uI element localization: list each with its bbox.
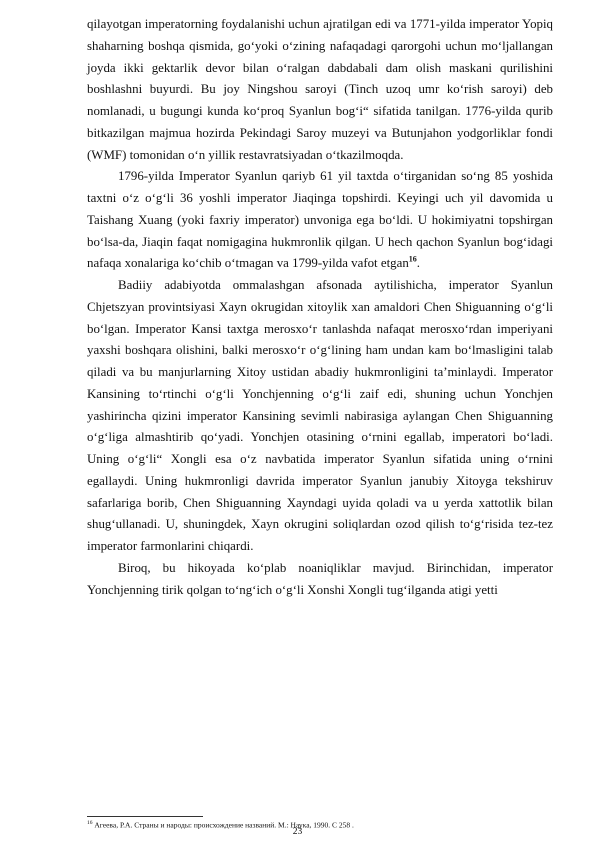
footnote-number: 16 [87,820,93,826]
footnote-reference[interactable]: 16 [408,254,417,264]
paragraph-2 [87,166,553,275]
paragraph-4: Biroq, bu hikoyada ko‘plab noaniqliklar mavjud. Birinchidan, imperator Yonchjenning tirik qolgan to‘ng‘ich o‘g‘li Xonshi Xongli tug‘ilganda atigi yetti [87,560,553,597]
paragraph-1: qilayotgan imperatorning foydalanishi uchun ajratilgan edi va 1771-yilda imperator Yopiq shaharning boshqa qismida, go‘yoki o‘zining nafaqadagi qarorgohi uchun mo‘ljallangan joyda ikki gektarlik devor bilan o‘ralgan dabdabali dam olish maskani qurilishini boshlashni buyurdi. Bu joy Ningshou saroyi (Tinch uzoq umr ko‘rish saroyi) deb nomlanadi, u bugungi kunda ko‘proq Syanlun bog‘i“ sifatida tanilgan. 1776-yilda qurib bitkazilgan majmua hozirda Pekindagi Saroy muzeyi va Butunjahon yodgorliklar fondi (WMF) tomonidan o‘n yillik restavratsiyadan o‘tkazilmoqda. [87,17,553,162]
paragraph-3: Badiiy adabiyotda ommalashgan afsonada aytilishicha, imperator Syanlun Chjetszyan provintsiyasi Xayn okrugidan xitoylik xan amaldori Chen Shiguanning o‘g‘li bo‘lgan. Imperator Kansi taxtga merosxo‘r tanlashda nafaqat merosxo‘rdan imperiyani yaxshi boshqara olishini, balki merosxo‘r o‘g‘lining ham undan kam bo‘lmasligini talab qiladi va bu manjurlarning Xitoy ustidan abadiy hukmronligini ta’minlaydi. Imperator Kansining to‘rtinchi o‘g‘li Yonchjenning o‘g‘li zaif edi, shuning uchun Yonchjen yashirincha qizini imperator Kansining sevimli nabirasiga aylangan Chen Shiguanning o‘g‘liga almashtirib qo‘yadi. Yonchjen otasining o‘rnini egallab, imperatori bo‘ladi. Uning o‘g‘li“ Xongli esa o‘z navbatida imperator Syanlun sifatida uning o‘rnini egallaydi. Uning hukmronligi davrida imperator Syanlun janubiy Xitoyga tekshiruv safarlariga borib, Chen Shiguanning Xayndagi uyida qoladi va u yerda xattotlik bilan shug‘ullanadi. U, shuningdek, Xayn okrugini soliqlardan ozod qilish to‘g‘risida tez-tez imperator farmonlarini chiqardi. [87,278,553,553]
document-body [87,14,553,601]
footnote-text: Агеева, Р.А. Страны и народы: происхождение названий. М.: Наука, 1990. С 258 . [92,820,354,830]
paragraph-2-end: . [416,256,421,271]
page-number: 23 [292,827,303,837]
footnote-separator [87,816,203,817]
paragraph-2-text: 1796-yilda Imperator Syanlun qariyb 61 yil taxtda o‘tirganidan so‘ng 85 yoshida taxtni o‘z o‘g‘li 36 yoshli imperator Jiaqinga topshirdi. Keyingi uch yil davomida u Taishang Xuang (yoki faxriy imperator) unvoniga ega bo‘ldi. U hokimiyatni topshirgan bo‘lsa-da, Jiaqin faqat nomigagina hukmronlik qilgan. U hech qachon Syanlun bog‘idagi nafaqa xonalariga ko‘chib o‘tmagan va 1799-yilda vafot etgan [87,169,553,271]
